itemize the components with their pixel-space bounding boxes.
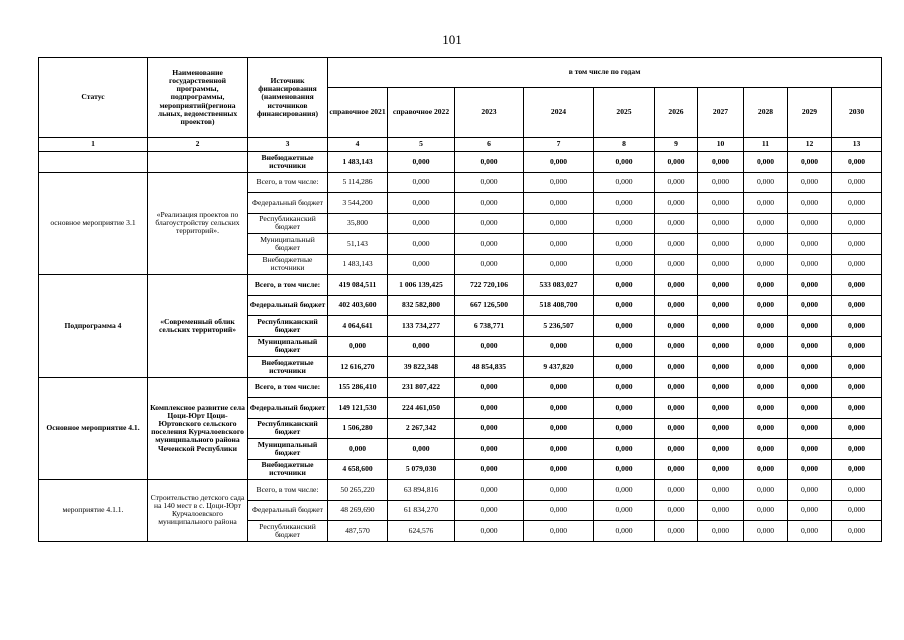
row-value: 0,000	[788, 193, 832, 214]
row-value: 0,000	[744, 480, 788, 501]
row-value: 0,000	[832, 172, 882, 193]
row-source: Внебюджетные источники	[248, 254, 328, 275]
column-number: 12	[788, 138, 832, 152]
row-value: 0,000	[524, 480, 594, 501]
row-value: 0,000	[832, 418, 882, 439]
row-value: 1 006 139,425	[388, 275, 455, 296]
row-value: 48 854,835	[455, 357, 524, 378]
row-source: Республиканский бюджет	[248, 213, 328, 234]
column-number: 13	[832, 138, 882, 152]
row-value: 0,000	[832, 336, 882, 357]
row-value: 0,000	[455, 480, 524, 501]
row-value: 0,000	[698, 418, 744, 439]
row-value: 0,000	[788, 152, 832, 173]
row-value: 0,000	[788, 213, 832, 234]
row-value: 0,000	[655, 500, 698, 521]
row-value: 0,000	[524, 193, 594, 214]
row-value: 0,000	[594, 418, 655, 439]
row-value: 0,000	[655, 213, 698, 234]
row-source: Всего, в том числе:	[248, 275, 328, 296]
row-value: 0,000	[594, 234, 655, 255]
row-value: 0,000	[655, 439, 698, 460]
row-value: 0,000	[832, 152, 882, 173]
row-value: 0,000	[594, 377, 655, 398]
row-value: 0,000	[832, 357, 882, 378]
row-value: 0,000	[744, 152, 788, 173]
table-row	[39, 480, 882, 501]
row-value: 0,000	[655, 521, 698, 542]
row-value: 0,000	[832, 234, 882, 255]
row-value: 0,000	[594, 398, 655, 419]
header-year-2028: 2028	[744, 88, 788, 138]
row-source: Внебюджетные источники	[248, 357, 328, 378]
row-value: 0,000	[594, 172, 655, 193]
header-source: Источник финансирования (наименования источников финансирования)	[248, 58, 328, 138]
row-value: 402 403,600	[328, 295, 388, 316]
row-value: 0,000	[388, 254, 455, 275]
row-value: 0,000	[744, 172, 788, 193]
row-status: мероприятие 4.1.1.	[39, 480, 148, 542]
row-value: 0,000	[698, 377, 744, 398]
row-value: 0,000	[832, 459, 882, 480]
row-value: 0,000	[655, 480, 698, 501]
row-name: Строительство детского сада на 140 мест в с. Цоци-Юрт Курчалоевского муниципального района	[148, 480, 248, 542]
row-value: 0,000	[594, 521, 655, 542]
row-value: 0,000	[788, 418, 832, 439]
row-value: 63 894,816	[388, 480, 455, 501]
row-value: 0,000	[744, 459, 788, 480]
row-value: 0,000	[455, 193, 524, 214]
row-value: 0,000	[744, 316, 788, 337]
row-value: 722 720,106	[455, 275, 524, 296]
header-year-2027: 2027	[698, 88, 744, 138]
row-value: 0,000	[744, 418, 788, 439]
column-number: 9	[655, 138, 698, 152]
row-value: 0,000	[655, 418, 698, 439]
row-value: 0,000	[388, 234, 455, 255]
row-value: 1 483,143	[328, 152, 388, 173]
row-value: 61 834,270	[388, 500, 455, 521]
row-value: 0,000	[594, 336, 655, 357]
row-value: 0,000	[524, 254, 594, 275]
row-value: 0,000	[524, 213, 594, 234]
header-year-справочное-2021: справочное 2021	[328, 88, 388, 138]
row-value: 9 437,820	[524, 357, 594, 378]
budget-table	[38, 57, 882, 542]
header-year-2024: 2024	[524, 88, 594, 138]
row-value: 0,000	[594, 295, 655, 316]
row-value: 0,000	[524, 418, 594, 439]
row-value: 0,000	[594, 275, 655, 296]
row-source: Федеральный бюджет	[248, 295, 328, 316]
table-row	[39, 275, 882, 296]
row-value: 0,000	[388, 152, 455, 173]
row-value: 0,000	[788, 254, 832, 275]
row-value: 51,143	[328, 234, 388, 255]
row-value: 0,000	[744, 377, 788, 398]
row-value: 0,000	[788, 480, 832, 501]
row-value: 149 121,530	[328, 398, 388, 419]
row-value: 155 286,410	[328, 377, 388, 398]
row-value: 0,000	[524, 398, 594, 419]
row-value: 0,000	[524, 500, 594, 521]
row-value: 0,000	[832, 521, 882, 542]
row-source: Муниципальный бюджет	[248, 234, 328, 255]
row-value: 0,000	[832, 275, 882, 296]
row-value: 12 616,270	[328, 357, 388, 378]
column-number: 6	[455, 138, 524, 152]
column-number: 3	[248, 138, 328, 152]
row-value: 832 582,800	[388, 295, 455, 316]
row-value: 0,000	[744, 521, 788, 542]
page-number: 101	[442, 32, 462, 47]
row-value: 0,000	[455, 234, 524, 255]
row-value: 0,000	[698, 152, 744, 173]
row-status: Подпрограмма 4	[39, 275, 148, 378]
row-value: 533 083,027	[524, 275, 594, 296]
row-value: 0,000	[524, 439, 594, 460]
header-year-2030: 2030	[832, 88, 882, 138]
row-value: 0,000	[655, 316, 698, 337]
row-value: 0,000	[455, 459, 524, 480]
row-value: 0,000	[455, 500, 524, 521]
row-value: 4 658,600	[328, 459, 388, 480]
row-value: 0,000	[698, 521, 744, 542]
header-year-справочное-2022: справочное 2022	[388, 88, 455, 138]
row-value: 0,000	[744, 336, 788, 357]
row-value: 0,000	[455, 336, 524, 357]
row-value: 0,000	[594, 152, 655, 173]
row-source: Внебюджетные источники	[248, 459, 328, 480]
row-value: 0,000	[698, 254, 744, 275]
row-value: 624,576	[388, 521, 455, 542]
row-value: 0,000	[698, 439, 744, 460]
header-year-2029: 2029	[788, 88, 832, 138]
row-value: 0,000	[832, 480, 882, 501]
row-value: 0,000	[655, 295, 698, 316]
row-name: Комплексное развитие села Цоци-Юрт Цоци-Юртовского сельского поселения Курчалоевского муниципального района Чеченской Республики	[148, 377, 248, 480]
row-value: 0,000	[788, 234, 832, 255]
row-source: Федеральный бюджет	[248, 398, 328, 419]
row-value: 0,000	[594, 254, 655, 275]
header-status: Статус	[39, 58, 148, 138]
row-value: 0,000	[594, 316, 655, 337]
row-value: 0,000	[455, 521, 524, 542]
row-value: 1 483,143	[328, 254, 388, 275]
row-value: 0,000	[655, 377, 698, 398]
row-value: 0,000	[698, 398, 744, 419]
row-value: 0,000	[594, 480, 655, 501]
header-name: Наименование государственной программы, подпрограммы, мероприятий(региона льных, ведомственных проектов)	[148, 58, 248, 138]
row-value: 419 084,511	[328, 275, 388, 296]
row-value: 0,000	[455, 172, 524, 193]
row-value: 50 265,220	[328, 480, 388, 501]
row-value: 4 064,641	[328, 316, 388, 337]
row-value: 0,000	[655, 172, 698, 193]
row-value: 0,000	[524, 234, 594, 255]
row-value: 0,000	[328, 336, 388, 357]
row-status	[39, 152, 148, 173]
row-status: основное мероприятие 3.1	[39, 172, 148, 275]
row-value: 0,000	[788, 377, 832, 398]
row-value: 0,000	[594, 213, 655, 234]
column-number: 8	[594, 138, 655, 152]
row-value: 0,000	[832, 377, 882, 398]
row-value: 0,000	[655, 398, 698, 419]
row-value: 0,000	[832, 439, 882, 460]
row-value: 667 126,500	[455, 295, 524, 316]
row-value: 0,000	[832, 213, 882, 234]
row-value: 1 506,280	[328, 418, 388, 439]
row-value: 0,000	[744, 398, 788, 419]
row-value: 0,000	[744, 193, 788, 214]
row-value: 0,000	[594, 357, 655, 378]
row-value: 0,000	[388, 193, 455, 214]
header-row-top	[39, 58, 882, 88]
row-value: 0,000	[698, 193, 744, 214]
column-number: 11	[744, 138, 788, 152]
table-row	[39, 172, 882, 193]
row-value: 0,000	[524, 521, 594, 542]
row-value: 0,000	[832, 500, 882, 521]
row-value: 0,000	[744, 295, 788, 316]
row-value: 0,000	[594, 459, 655, 480]
row-value: 0,000	[698, 480, 744, 501]
row-value: 2 267,342	[388, 418, 455, 439]
row-value: 6 738,771	[455, 316, 524, 337]
column-number: 4	[328, 138, 388, 152]
row-value: 0,000	[388, 439, 455, 460]
row-value: 0,000	[328, 439, 388, 460]
row-source: Муниципальный бюджет	[248, 439, 328, 460]
column-number: 10	[698, 138, 744, 152]
row-value: 0,000	[788, 316, 832, 337]
row-value: 0,000	[788, 357, 832, 378]
column-numbers-row	[39, 138, 882, 152]
row-value: 0,000	[455, 254, 524, 275]
row-name: «Современный облик сельских территорий»	[148, 275, 248, 378]
row-value: 0,000	[744, 275, 788, 296]
row-value: 0,000	[832, 193, 882, 214]
row-value: 0,000	[455, 152, 524, 173]
row-value: 0,000	[524, 459, 594, 480]
row-value: 0,000	[388, 172, 455, 193]
row-value: 133 734,277	[388, 316, 455, 337]
row-value: 0,000	[698, 336, 744, 357]
row-source: Республиканский бюджет	[248, 418, 328, 439]
row-value: 0,000	[594, 439, 655, 460]
header-year-2026: 2026	[655, 88, 698, 138]
row-value: 0,000	[698, 275, 744, 296]
row-value: 0,000	[698, 234, 744, 255]
column-number: 5	[388, 138, 455, 152]
row-value: 0,000	[788, 439, 832, 460]
row-value: 0,000	[832, 316, 882, 337]
row-value: 0,000	[455, 418, 524, 439]
row-value: 0,000	[455, 377, 524, 398]
row-value: 0,000	[832, 398, 882, 419]
row-value: 0,000	[524, 377, 594, 398]
row-value: 0,000	[698, 172, 744, 193]
row-value: 5 079,030	[388, 459, 455, 480]
row-value: 0,000	[655, 193, 698, 214]
row-value: 0,000	[698, 357, 744, 378]
row-source: Всего, в том числе:	[248, 377, 328, 398]
row-value: 487,570	[328, 521, 388, 542]
row-value: 0,000	[698, 213, 744, 234]
row-value: 0,000	[788, 172, 832, 193]
table-row	[39, 152, 882, 173]
column-number: 7	[524, 138, 594, 152]
row-value: 231 807,422	[388, 377, 455, 398]
header-year-2023: 2023	[455, 88, 524, 138]
row-value: 48 269,690	[328, 500, 388, 521]
row-value: 518 408,700	[524, 295, 594, 316]
row-value: 0,000	[655, 152, 698, 173]
row-value: 5 114,286	[328, 172, 388, 193]
row-value: 0,000	[388, 336, 455, 357]
row-source: Федеральный бюджет	[248, 500, 328, 521]
row-value: 0,000	[594, 500, 655, 521]
row-value: 0,000	[655, 336, 698, 357]
row-value: 0,000	[788, 398, 832, 419]
row-value: 0,000	[788, 275, 832, 296]
header-year-2025: 2025	[594, 88, 655, 138]
row-source: Республиканский бюджет	[248, 521, 328, 542]
row-value: 0,000	[788, 336, 832, 357]
row-name	[148, 152, 248, 173]
row-value: 0,000	[698, 500, 744, 521]
row-value: 0,000	[655, 357, 698, 378]
row-value: 0,000	[788, 295, 832, 316]
row-value: 0,000	[455, 398, 524, 419]
row-value: 0,000	[698, 295, 744, 316]
row-value: 0,000	[388, 213, 455, 234]
row-value: 0,000	[832, 295, 882, 316]
row-value: 3 544,200	[328, 193, 388, 214]
row-value: 0,000	[744, 439, 788, 460]
row-source: Федеральный бюджет	[248, 193, 328, 214]
row-value: 0,000	[524, 152, 594, 173]
row-value: 0,000	[655, 254, 698, 275]
row-value: 0,000	[744, 234, 788, 255]
row-value: 39 822,348	[388, 357, 455, 378]
row-source: Республиканский бюджет	[248, 316, 328, 337]
row-value: 0,000	[455, 439, 524, 460]
row-value: 0,000	[655, 459, 698, 480]
row-value: 0,000	[655, 275, 698, 296]
row-value: 0,000	[455, 213, 524, 234]
row-value: 0,000	[744, 500, 788, 521]
row-value: 0,000	[744, 357, 788, 378]
table-row	[39, 377, 882, 398]
row-value: 35,800	[328, 213, 388, 234]
column-number: 2	[148, 138, 248, 152]
row-value: 0,000	[698, 316, 744, 337]
row-source: Внебюджетные источники	[248, 152, 328, 173]
row-value: 0,000	[524, 172, 594, 193]
column-number: 1	[39, 138, 148, 152]
row-source: Всего, в том числе:	[248, 480, 328, 501]
row-name: «Реализация проектов по благоустройству сельских территорий».	[148, 172, 248, 275]
row-value: 224 461,050	[388, 398, 455, 419]
row-status: Основное мероприятие 4.1.	[39, 377, 148, 480]
row-value: 0,000	[832, 254, 882, 275]
row-value: 0,000	[524, 336, 594, 357]
row-value: 5 236,507	[524, 316, 594, 337]
row-value: 0,000	[698, 459, 744, 480]
row-source: Всего, в том числе:	[248, 172, 328, 193]
row-value: 0,000	[788, 521, 832, 542]
row-value: 0,000	[788, 459, 832, 480]
row-value: 0,000	[594, 193, 655, 214]
header-by-years: в том числе по годам	[328, 58, 882, 88]
row-value: 0,000	[744, 213, 788, 234]
row-value: 0,000	[788, 500, 832, 521]
row-value: 0,000	[655, 234, 698, 255]
row-value: 0,000	[744, 254, 788, 275]
row-source: Муниципальный бюджет	[248, 336, 328, 357]
